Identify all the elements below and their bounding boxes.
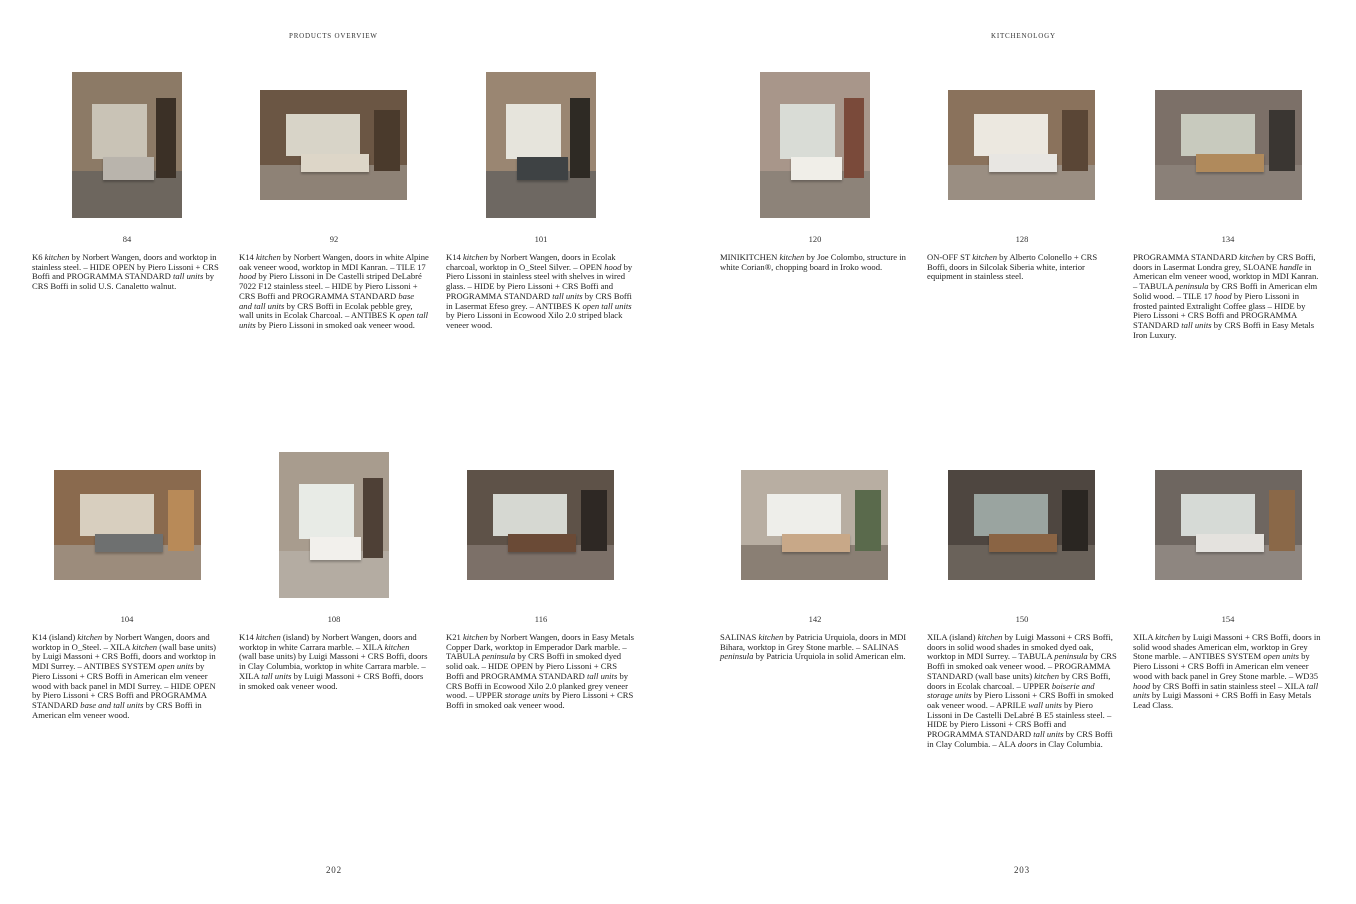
photo-cabinetry xyxy=(168,490,194,551)
photo-island xyxy=(1196,534,1264,552)
photo-island xyxy=(508,534,576,552)
right-page-number: 203 xyxy=(1014,865,1030,875)
photo-island xyxy=(791,157,842,180)
photo-window xyxy=(299,484,354,539)
photo-island xyxy=(310,537,361,560)
product-caption: K6 kitchen by Norbert Wangen, doors and worktop in stainless steel. – HIDE OPEN by Piero Lissoni + CRS Boffi and PROGRAMMA STANDARD tall units by CRS Boffi in solid U.S. Canaletto walnut. xyxy=(32,252,219,292)
page-reference: 84 xyxy=(122,234,132,244)
photo-window xyxy=(974,114,1048,156)
page-reference: 150 xyxy=(1015,614,1029,624)
kitchen-photo xyxy=(486,72,596,218)
kitchen-photo xyxy=(279,452,389,598)
photo-window xyxy=(780,104,835,159)
product-caption: SALINAS kitchen by Patricia Urquiola, doors in MDI Bihara, worktop in Grey Stone marble. – SALINAS peninsula by Patricia Urquiola in solid American elm. xyxy=(720,632,907,662)
photo-cabinetry xyxy=(1062,490,1088,551)
photo-cabinetry xyxy=(1269,490,1295,551)
kitchen-photo xyxy=(54,470,201,580)
photo-island xyxy=(989,154,1057,172)
photo-island xyxy=(1196,154,1264,172)
page-reference: 92 xyxy=(329,234,339,244)
photo-window xyxy=(767,494,841,536)
photo-cabinetry xyxy=(374,110,400,171)
photo-island xyxy=(989,534,1057,552)
kitchen-photo xyxy=(72,72,182,218)
photo-island xyxy=(517,157,568,180)
photo-island xyxy=(782,534,850,552)
product-caption: PROGRAMMA STANDARD kitchen by CRS Boffi, doors in Lasermat Londra grey, SLOANE handle in American elm veneer wood, worktop in MDI Kanran. – TABULA peninsula by CRS Boffi in American elm Solid wood. – TILE 17 hood by Piero Lissoni in frosted painted Extralight Coffee glass – HIDE by Piero Lissoni + CRS Boffi and PROGRAMMA STANDARD tall units by CRS Boffi in Easy Metals Iron Luxury. xyxy=(1133,252,1319,340)
photo-window xyxy=(493,494,567,536)
kitchen-photo xyxy=(948,470,1095,580)
kitchen-photo xyxy=(467,470,614,580)
photo-cabinetry xyxy=(581,490,607,551)
left-page-number: 202 xyxy=(326,865,342,875)
kitchen-photo xyxy=(1155,470,1302,580)
product-caption: ON-OFF ST kitchen by Alberto Colonello + CRS Boffi, doors in Silcolak Siberia white, interior equipment in stainless steel. xyxy=(927,252,1098,282)
product-caption: XILA kitchen by Luigi Massoni + CRS Boffi, doors in solid wood shades American elm, worktop in Grey Stone marble. – ANTIBES SYSTEM open units by Piero Lissoni + CRS Boffi in American elm veneer wood with back panel in Grey Stone marble. – WD35 hood by CRS Boffi in satin stainless steel – XILA tall units by Luigi Massoni + CRS Boffi in Easy Metals Lead Class. xyxy=(1133,632,1321,710)
photo-window xyxy=(974,494,1048,536)
photo-window xyxy=(506,104,561,159)
page-reference: 154 xyxy=(1221,614,1235,624)
photo-cabinetry xyxy=(844,98,864,178)
page-reference: 104 xyxy=(120,614,134,624)
page-reference: 101 xyxy=(534,234,548,244)
product-caption: K14 kitchen (island) by Norbert Wangen, doors and worktop in white Carrara marble. – XILA kitchen (wall base units) by Luigi Massoni + CRS Boffi, doors in Clay Columbia, worktop in white Carrara marble. – XILA tall units by Luigi Massoni + CRS Boffi, doors in smoked oak veneer wood. xyxy=(239,632,428,691)
page-reference: 108 xyxy=(327,614,341,624)
page-reference: 128 xyxy=(1015,234,1029,244)
kitchen-photo xyxy=(741,470,888,580)
photo-cabinetry xyxy=(855,490,881,551)
photo-cabinetry xyxy=(1269,110,1295,171)
photo-window xyxy=(80,494,154,536)
photo-window xyxy=(1181,494,1255,536)
kitchen-photo xyxy=(260,90,407,200)
photo-window xyxy=(286,114,360,156)
photo-island xyxy=(103,157,154,180)
product-caption: K21 kitchen by Norbert Wangen, doors in Easy Metals Copper Dark, worktop in Emperador Dark marble. – TABULA peninsula by CRS Boffi in smoked dyed solid oak. – HIDE OPEN by Piero Lissoni + CRS Boffi and PROGRAMMA STANDARD tall units by CRS Boffi in Ecowood Xilo 2.0 planked grey veneer wood. – UPPER storage units by Piero Lissoni + CRS Boffi in smoked oak veneer wood. xyxy=(446,632,634,710)
page-reference: 142 xyxy=(808,614,822,624)
photo-window xyxy=(1181,114,1255,156)
kitchen-photo xyxy=(760,72,870,218)
photo-cabinetry xyxy=(570,98,590,178)
product-caption: K14 (island) kitchen by Norbert Wangen, doors and worktop in O_Steel. – XILA kitchen (wall base units) by Luigi Massoni + CRS Boffi, doors and worktop in MDI Surrey. – ANTIBES SYSTEM open units by Piero Lissoni + CRS Boffi in American elm veneer wood with back panel in MDI Surrey. – HIDE OPEN by Piero Lissoni + CRS Boffi and PROGRAMMA STANDARD base and tall units by CRS Boffi in American elm veneer wood. xyxy=(32,632,217,720)
photo-island xyxy=(95,534,163,552)
page-reference: 120 xyxy=(808,234,822,244)
page-reference: 116 xyxy=(534,614,548,624)
page-reference: 134 xyxy=(1221,234,1235,244)
photo-cabinetry xyxy=(363,478,383,558)
photo-cabinetry xyxy=(156,98,176,178)
photo-cabinetry xyxy=(1062,110,1088,171)
photo-island xyxy=(301,154,369,172)
product-caption: MINIKITCHEN kitchen by Joe Colombo, structure in white Corian®, chopping board in Iroko wood. xyxy=(720,252,906,272)
product-caption: K14 kitchen by Norbert Wangen, doors in white Alpine oak veneer wood, worktop in MDI Kanran. – TILE 17 hood by Piero Lissoni in De Castelli striped DeLabré 7022 F12 stainless steel. – HIDE by Piero Lissoni + CRS Boffi and PROGRAMMA STANDARD base and tall units by CRS Boffi in Ecolak pebble grey, wall units in Ecolak Charcoal. – ANTIBES K open tall units by Piero Lissoni in smoked oak veneer wood. xyxy=(239,252,429,330)
right-running-head: KITCHENOLOGY xyxy=(991,32,1056,40)
photo-window xyxy=(92,104,147,159)
kitchen-photo xyxy=(1155,90,1302,200)
product-caption: XILA (island) kitchen by Luigi Massoni + CRS Boffi, doors in solid wood shades in smoked dyed oak, worktop in MDI Surrey. – TABULA peninsula by CRS Boffi in smoked oak veneer wood. – PROGRAMMA STANDARD (wall base units) kitchen by CRS Boffi, doors in Ecolak charcoal. – UPPER boiserie and storage units by Piero Lissoni + CRS Boffi in smoked oak veneer wood. – APRILE wall units by Piero Lissoni in De Castelli DeLabré B E5 stainless steel. – HIDE by Piero Lissoni + CRS Boffi and PROGRAMMA STANDARD tall units by CRS Boffi in Clay Columbia. – ALA doors in Clay Columbia. xyxy=(927,632,1117,749)
left-running-head: PRODUCTS OVERVIEW xyxy=(289,32,378,40)
product-caption: K14 kitchen by Norbert Wangen, doors in Ecolak charcoal, worktop in O_Steel Silver. – OPEN hood by Piero Lissoni in stainless steel with shelves in wired glass. – HIDE by Piero Lissoni + CRS Boffi and PROGRAMMA STANDARD tall units by CRS Boffi in Lasermat Efeso grey. – ANTIBES K open tall units by Piero Lissoni in Ecowood Xilo 2.0 striped black veneer wood. xyxy=(446,252,633,330)
kitchen-photo xyxy=(948,90,1095,200)
